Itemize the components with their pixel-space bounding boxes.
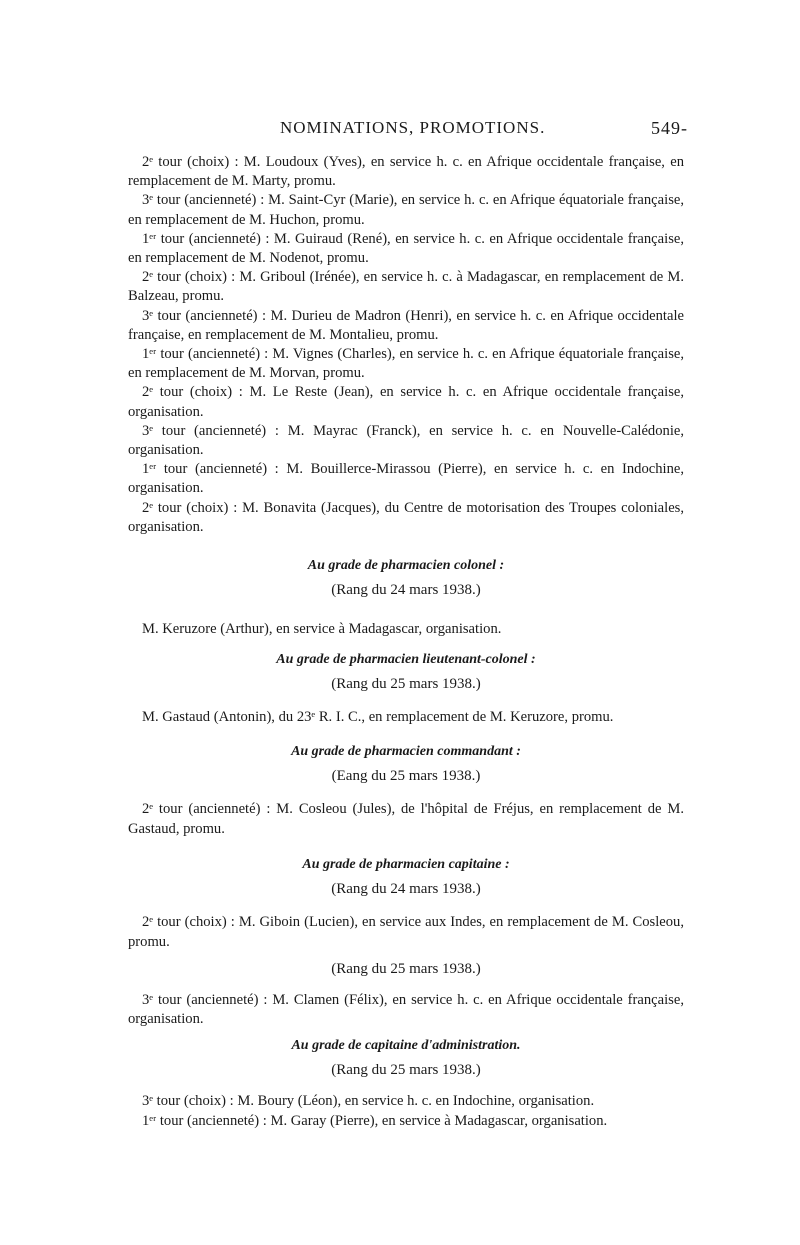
entry-paragraph: 2ᵉ tour (choix) : M. Giboin (Lucien), en service aux Indes, en remplacement de M. Cosleou, promu. (128, 914, 684, 950)
entry-paragraph: 3ᵉ tour (choix) : M. Boury (Léon), en service h. c. en Indochine, organisation. (142, 1093, 595, 1110)
entry-paragraph: M. Gastaud (Antonin), du 23ᵉ R. I. C., en remplacement de M. Keruzore, promu. (142, 709, 614, 726)
entry-paragraph: 3ᵉ tour (ancienneté) : M. Saint-Cyr (Marie), en service h. c. en Afrique équatoriale française, en remplacement de M. Huchon, promu. (128, 192, 684, 228)
section-capitaine-administration (128, 1036, 684, 1131)
rank-line: (Rang du 24 mars 1938.) (331, 881, 481, 898)
entry-paragraph: 1ᵉʳ tour (ancienneté) : M. Bouillerce-Mirassou (Pierre), en service h. c. en Indochine, organisation. (128, 461, 684, 497)
entry-paragraph: 2ᵉ tour (choix) : M. Griboul (Irénée), en service h. c. à Madagascar, en remplacement de M. Balzeau, promu. (128, 269, 684, 305)
section-pharmacien-commandant (128, 742, 684, 839)
rank-line: (Eang du 25 mars 1938.) (331, 768, 481, 785)
running-header (128, 118, 688, 142)
entry-paragraph: 1ᵉʳ tour (ancienneté) : M. Garay (Pierre), en service à Madagascar, organisation. (142, 1112, 608, 1129)
header-title: NOMINATIONS, PROMOTIONS. (280, 118, 546, 137)
rank-line: (Rang du 25 mars 1938.) (331, 960, 481, 977)
section-pharmacien-colonel (128, 556, 684, 640)
rank-line: (Rang du 24 mars 1938.) (331, 582, 481, 599)
entry-paragraph: 3ᵉ tour (ancienneté) : M. Durieu de Madron (Henri), en service h. c. en Afrique occidentale française, en remplacement de M. Montalieu, promu. (128, 307, 684, 343)
section-pharmacien-capitaine (128, 855, 684, 1029)
section-heading: Au grade de pharmacien colonel : (307, 558, 505, 573)
entry-paragraph: 3ᵉ tour (ancienneté) : M. Clamen (Félix), en service h. c. en Afrique occidentale française, organisation. (128, 992, 684, 1028)
section-heading: Au grade de capitaine d'administration. (291, 1038, 521, 1053)
section-pharmacien-lieutenant-colonel (128, 650, 684, 728)
section-heading: Au grade de pharmacien lieutenant-colonel : (276, 652, 536, 667)
entry-paragraph: 2ᵉ tour (choix) : M. Loudoux (Yves), en service h. c. en Afrique occidentale française, en remplacement de M. Marty, promu. (128, 154, 684, 190)
page-number: 549- (651, 118, 688, 138)
rank-line: (Rang du 25 mars 1938.) (331, 676, 481, 693)
entry-paragraph: 1ᵉʳ tour (ancienneté) : M. Vignes (Charles), en service h. c. en Afrique équatoriale française, en remplacement de M. Morvan, promu. (128, 346, 684, 382)
promotion-list-top (128, 153, 684, 537)
entry-paragraph: M. Keruzore (Arthur), en service à Madagascar, organisation. (142, 621, 502, 638)
rank-line: (Rang du 25 mars 1938.) (331, 1062, 481, 1079)
section-heading: Au grade de pharmacien capitaine : (302, 857, 510, 872)
entry-paragraph: 1ᵉʳ tour (ancienneté) : M. Guiraud (René), en service h. c. en Afrique occidentale française, en remplacement de M. Nodenot, promu. (128, 230, 684, 267)
section-heading: Au grade de pharmacien commandant : (291, 744, 521, 759)
entry-paragraph: 2ᵉ tour (choix) : M. Bonavita (Jacques), du Centre de motorisation des Troupes coloniales, organisation. (128, 499, 684, 535)
entry-paragraph: 2ᵉ tour (ancienneté) : M. Cosleou (Jules), de l'hôpital de Fréjus, en remplacement de M. Gastaud, promu. (128, 801, 684, 837)
entry-paragraph: 3ᵉ tour (ancienneté) : M. Mayrac (Franck), en service h. c. en Nouvelle-Calédonie, organisation. (128, 422, 684, 459)
entry-paragraph: 2ᵉ tour (choix) : M. Le Reste (Jean), en service h. c. en Afrique occidentale française, organisation. (128, 384, 684, 420)
